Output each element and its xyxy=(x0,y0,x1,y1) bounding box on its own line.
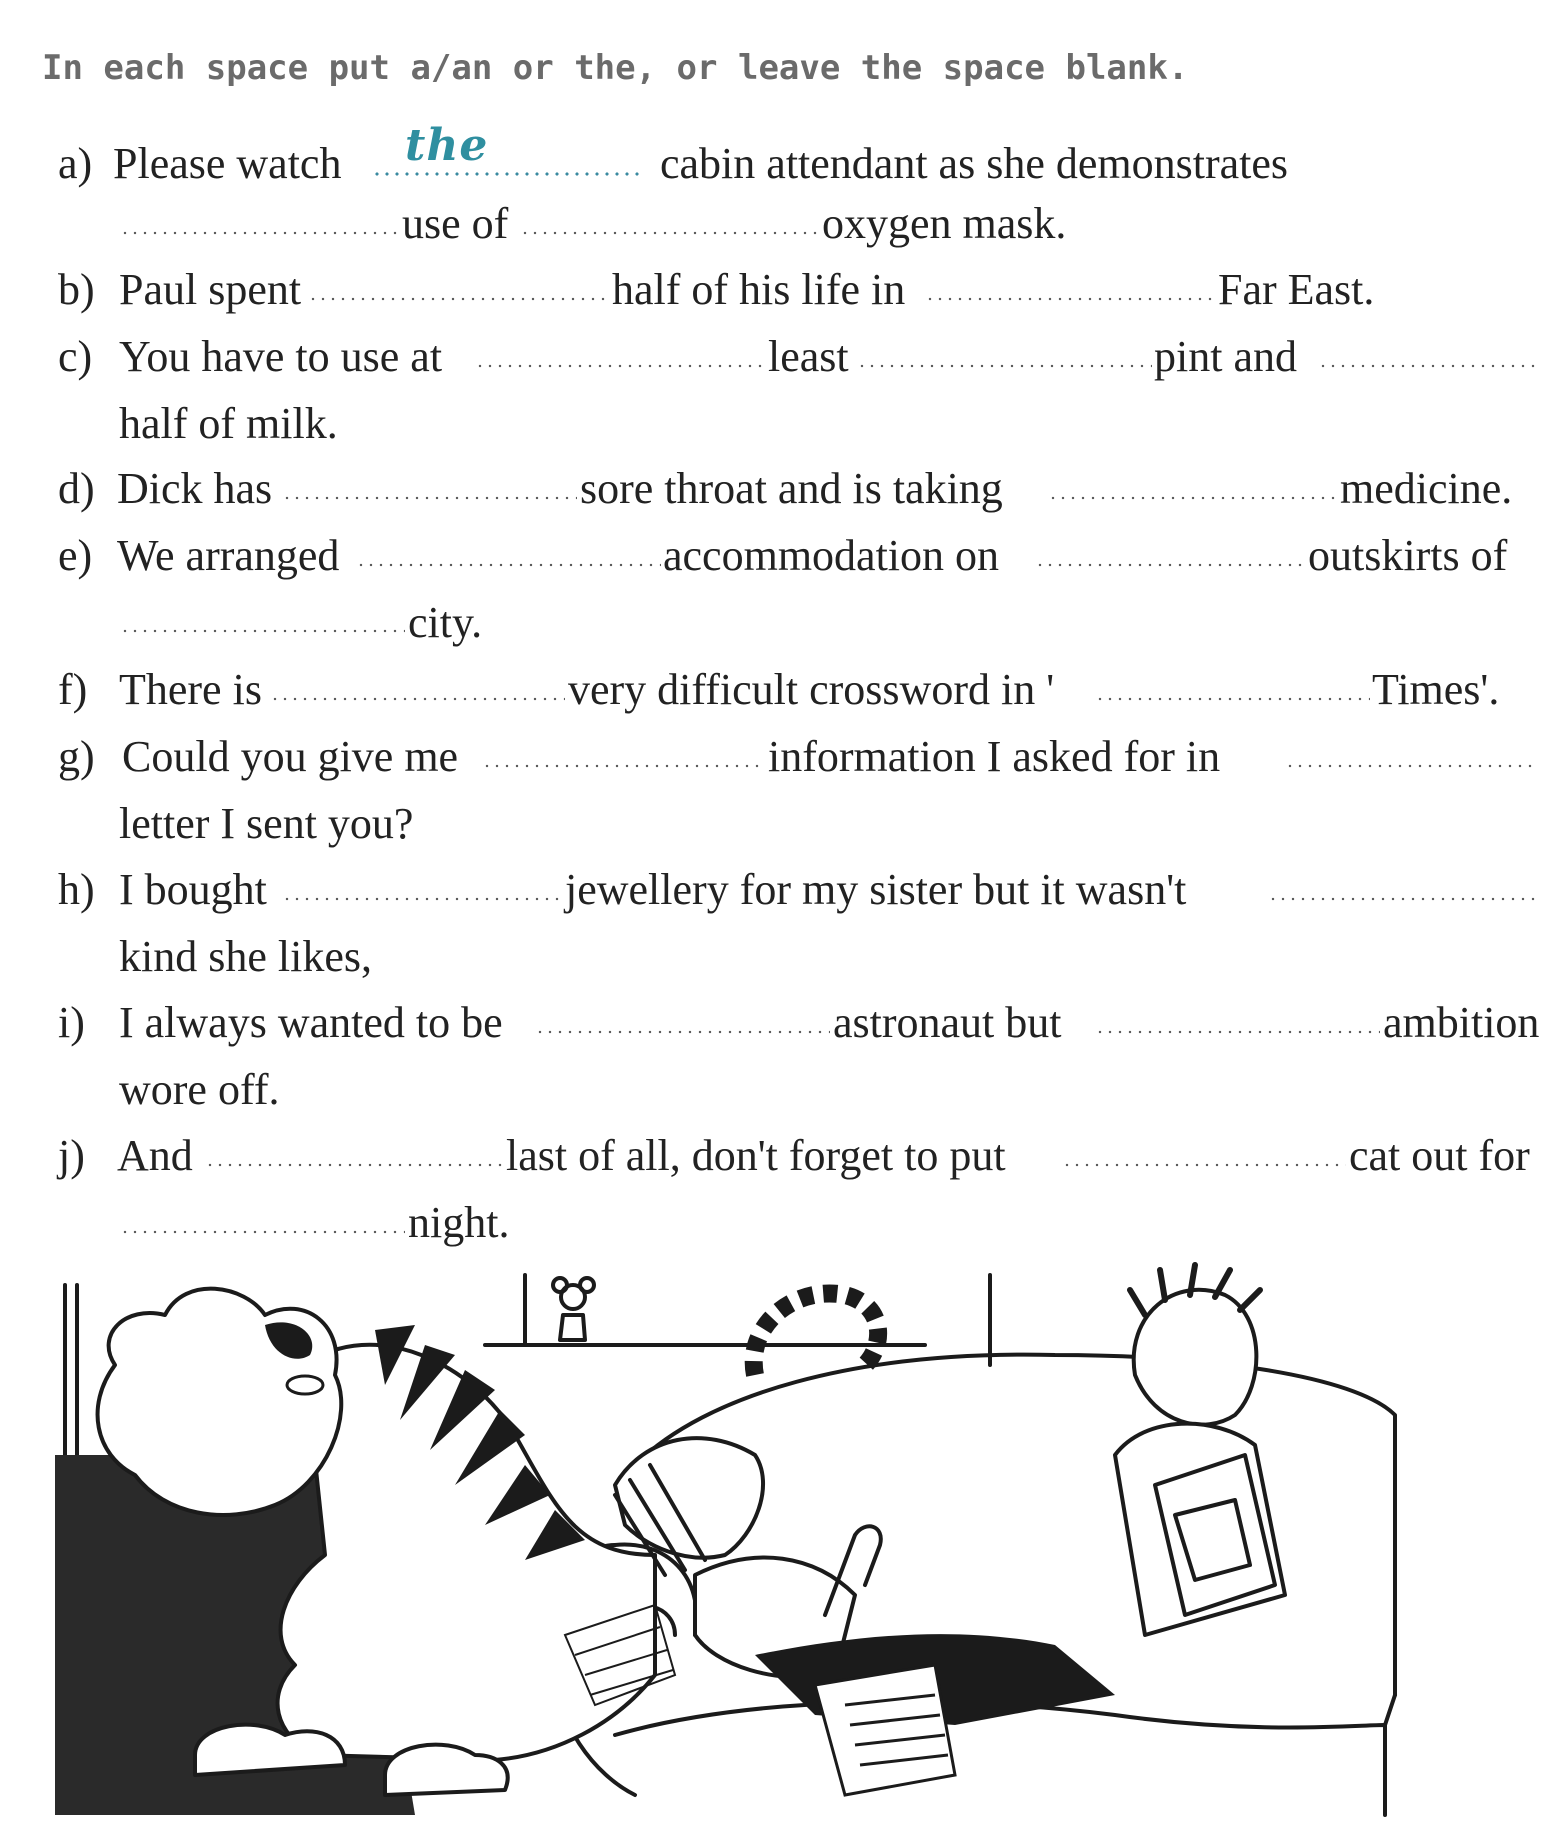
item-label: c) xyxy=(58,332,93,381)
answer-blank[interactable] xyxy=(535,1030,830,1034)
item-label: i) xyxy=(58,998,85,1047)
answer-blank[interactable] xyxy=(482,764,765,768)
item-text: information I asked for in xyxy=(768,732,1221,781)
item-label: f) xyxy=(58,665,88,714)
item-label: b) xyxy=(58,265,95,314)
item-text: pint and xyxy=(1154,332,1297,381)
item-text: jewellery for my sister but it wasn't xyxy=(565,865,1187,914)
item-text: very difficult crossword in ' xyxy=(568,665,1055,714)
item-text: Times'. xyxy=(1372,665,1500,714)
answer-blank[interactable] xyxy=(1095,697,1370,701)
answer-blank[interactable] xyxy=(520,231,820,235)
item-text: There is xyxy=(119,665,262,714)
answer-blank[interactable] xyxy=(1062,1163,1346,1167)
answer-blank[interactable] xyxy=(1268,897,1538,901)
answer-blank[interactable] xyxy=(270,697,565,701)
answer-blank[interactable] xyxy=(857,364,1152,368)
exercise-instruction: In each space put a/an or the, or leave the space blank. xyxy=(42,48,1189,88)
answer-blank[interactable] xyxy=(356,563,661,567)
item-text: I always wanted to be xyxy=(119,998,503,1047)
answer-blank[interactable] xyxy=(475,364,765,368)
item-text: You have to use at xyxy=(119,332,443,381)
answer-blank[interactable] xyxy=(372,172,642,176)
answer-blank[interactable] xyxy=(120,629,405,633)
tiger-on-sofa-illustration-icon xyxy=(55,1255,1405,1827)
item-text: medicine. xyxy=(1340,464,1513,513)
answer-blank[interactable] xyxy=(1318,364,1538,368)
item-text: We arranged xyxy=(117,531,340,580)
answer-blank[interactable] xyxy=(120,1230,405,1234)
item-text: astronaut but xyxy=(833,998,1062,1047)
answer-blank[interactable] xyxy=(1095,1030,1380,1034)
item-text: last of all, don't forget to put xyxy=(506,1131,1006,1180)
item-label: e) xyxy=(58,531,93,580)
answer-blank[interactable] xyxy=(205,1163,503,1167)
item-text: Please watch xyxy=(113,139,342,188)
answer-blank[interactable] xyxy=(282,496,577,500)
item-text: least xyxy=(768,332,849,381)
item-label: g) xyxy=(58,732,95,781)
handwritten-answer: the xyxy=(405,120,489,171)
item-label: d) xyxy=(58,464,95,513)
item-text: half of his life in xyxy=(612,265,906,314)
item-text: wore off. xyxy=(119,1065,280,1114)
item-text: letter I sent you? xyxy=(119,799,414,848)
item-text: use of xyxy=(402,199,509,248)
item-text: outskirts of xyxy=(1308,531,1508,580)
item-text: Dick has xyxy=(117,464,273,513)
answer-blank[interactable] xyxy=(308,297,608,301)
answer-blank[interactable] xyxy=(925,297,1215,301)
item-text: half of milk. xyxy=(119,399,338,448)
answer-blank[interactable] xyxy=(120,231,400,235)
item-text: kind she likes, xyxy=(119,932,372,981)
item-label: h) xyxy=(58,865,95,914)
item-label: j) xyxy=(58,1131,85,1180)
item-text: oxygen mask. xyxy=(822,199,1067,248)
item-text: I bought xyxy=(119,865,267,914)
answer-blank[interactable] xyxy=(1035,563,1305,567)
item-text: cat out for xyxy=(1349,1131,1530,1180)
item-text: Could you give me xyxy=(122,732,459,781)
item-text: sore throat and is taking xyxy=(580,464,1003,513)
item-text: Paul spent xyxy=(119,265,302,314)
answer-blank[interactable] xyxy=(282,897,562,901)
item-text: accommodation on xyxy=(663,531,1000,580)
item-label: a) xyxy=(58,139,93,188)
item-text: And xyxy=(117,1131,193,1180)
item-text: city. xyxy=(408,598,483,647)
item-text: night. xyxy=(408,1198,510,1247)
item-text: ambition xyxy=(1383,998,1540,1047)
item-text: cabin attendant as she demonstrates xyxy=(660,139,1289,188)
item-text: Far East. xyxy=(1218,265,1375,314)
answer-blank[interactable] xyxy=(1048,496,1338,500)
answer-blank[interactable] xyxy=(1285,764,1538,768)
